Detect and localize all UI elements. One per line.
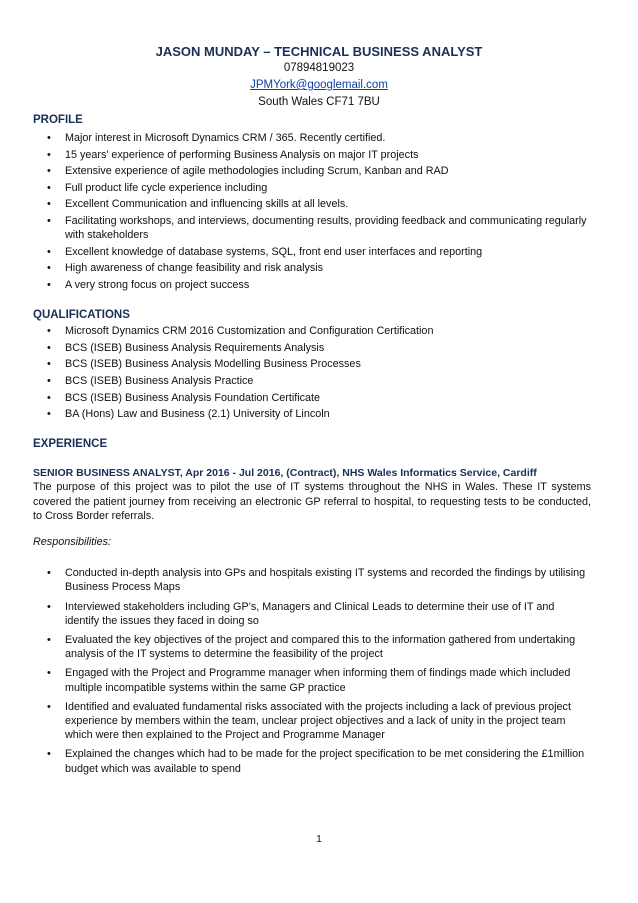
qualifications-heading: QUALIFICATIONS (33, 309, 130, 322)
email-link[interactable]: JPMYork@googlemail.com (250, 79, 388, 91)
list-item: • 15 years’ experience of performing Business Analysis on major IT projects (33, 148, 591, 162)
candidate-name: JASON MUNDAY – TECHNICAL BUSINESS ANALYST (155, 44, 483, 59)
list-item: • Evaluated the key objectives of the project and compared this to the information gathered from undertaking analysis of the IT systems to determine the feasibility of the project (33, 633, 591, 661)
phone-number: 07894819023 (283, 62, 355, 74)
page-number: 1 (316, 834, 322, 845)
list-item: • A very strong focus on project success (33, 278, 591, 292)
profile-list (33, 131, 591, 292)
list-item: • Full product life cycle experience including (33, 181, 591, 195)
list-item: • High awareness of change feasibility and risk analysis (33, 261, 591, 275)
list-item: • Interviewed stakeholders including GP’s, Managers and Clinical Leads to determine their use of IT and identify the issues they faced in doing so (33, 600, 591, 628)
qualifications-list (33, 324, 591, 421)
list-item: • Facilitating workshops, and interviews, documenting results, providing feedback and communicating regularly with stakeholders (33, 214, 591, 242)
list-item: • Microsoft Dynamics CRM 2016 Customization and Configuration Certification (33, 324, 591, 338)
list-item: • Identified and evaluated fundamental risks associated with the projects including a lack of previous project experience by members within the team, unclear project objectives and a lack of unity in the project team which were then explained to the Project and Programme Manager (33, 700, 591, 743)
location: South Wales CF71 7BU (258, 96, 380, 108)
job-title: SENIOR BUSINESS ANALYST, Apr 2016 - Jul 2016, (Contract), NHS Wales Informatics Service, Cardiff (33, 467, 537, 480)
list-item: • BCS (ISEB) Business Analysis Foundation Certificate (33, 391, 591, 405)
list-item: • Conducted in-depth analysis into GPs and hospitals existing IT systems and recorded the findings by utilising Business Process Maps (33, 566, 591, 594)
list-item: • BA (Hons) Law and Business (2.1) University of Lincoln (33, 407, 591, 421)
resume-header (0, 44, 638, 111)
experience-heading: EXPERIENCE (33, 438, 108, 451)
list-item: • Excellent knowledge of database systems, SQL, front end user interfaces and reporting (33, 245, 591, 259)
list-item: • BCS (ISEB) Business Analysis Requirements Analysis (33, 341, 591, 355)
list-item: • BCS (ISEB) Business Analysis Practice (33, 374, 591, 388)
profile-heading: PROFILE (33, 114, 83, 126)
responsibilities-list (33, 566, 591, 776)
list-item: • BCS (ISEB) Business Analysis Modelling Business Processes (33, 357, 591, 371)
resume-body (33, 112, 591, 781)
list-item: • Explained the changes which had to be made for the project specification to be met considering the £1million budget which was available to spend (33, 747, 591, 775)
responsibilities-label: Responsibilities: (33, 536, 112, 549)
list-item: • Excellent Communication and influencing skills at all levels. (33, 197, 591, 211)
list-item: • Major interest in Microsoft Dynamics CRM / 365. Recently certified. (33, 131, 591, 145)
list-item: • Engaged with the Project and Programme manager when informing them of findings made which included multiple incompatible systems within the same GP practice (33, 666, 591, 694)
list-item: • Extensive experience of agile methodologies including Scrum, Kanban and RAD (33, 164, 591, 178)
job-description: The purpose of this project was to pilot the use of IT systems throughout the NHS in Wales. These IT systems covered the patient journey from receiving an electronic GP referral to hospital, to requesting tests to be conducted, to Cross Border referrals. (33, 481, 591, 522)
